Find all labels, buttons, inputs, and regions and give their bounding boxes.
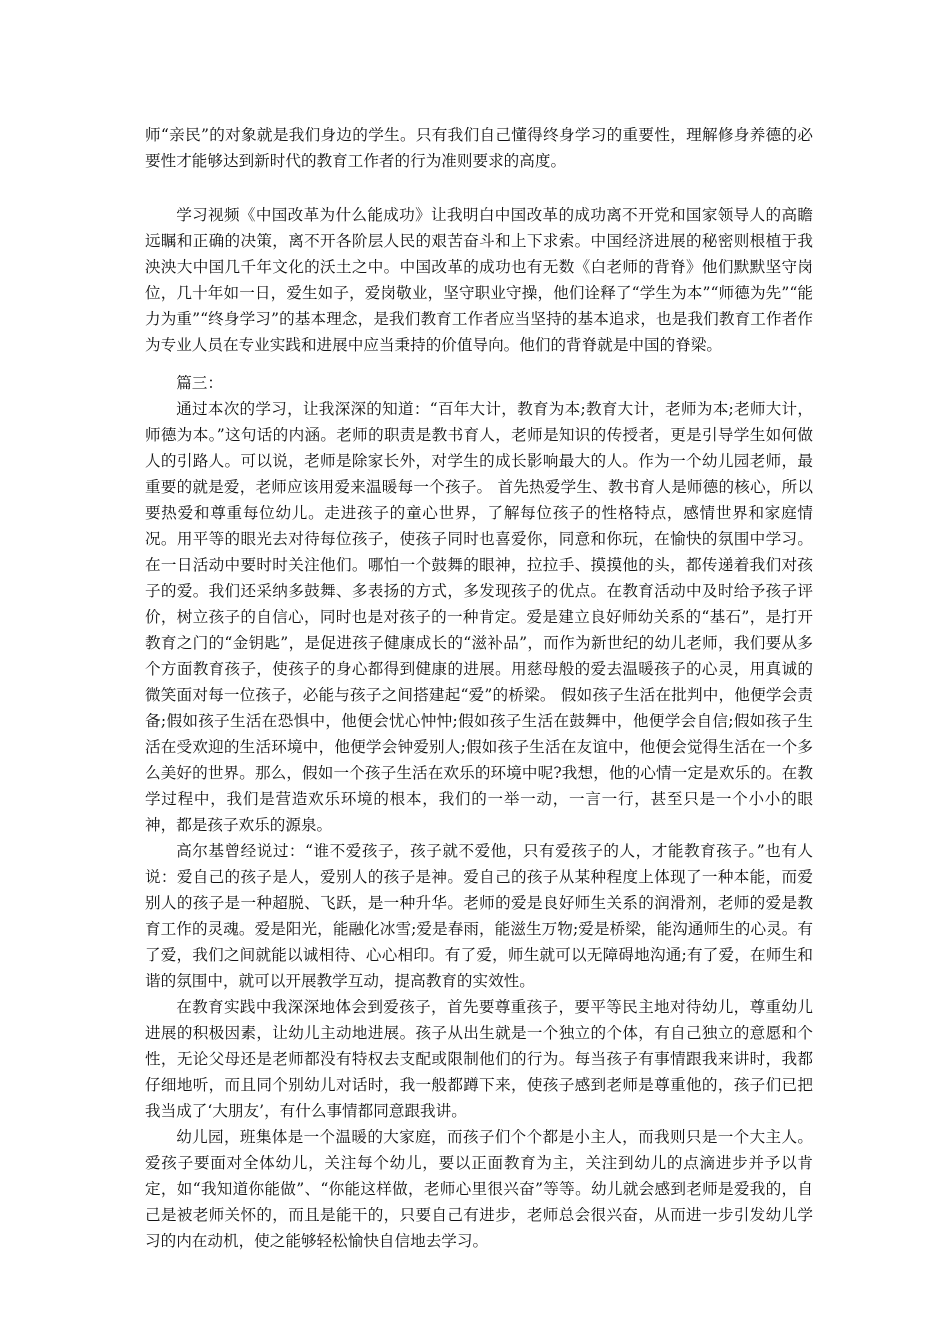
text-block-bottom xyxy=(145,370,813,1254)
section-heading: 篇三： xyxy=(176,374,223,392)
paragraph-continuation: 师“亲民”的对象就是我们身边的学生。只有我们自己懂得终身学习的重要性，理解修身养德的必要性才能够达到新时代的教育工作者的行为准则要求的高度。 xyxy=(145,126,813,170)
paragraph-respect-children: 在教育实践中我深深地体会到爱孩子，首先要尊重孩子，要平等民主地对待幼儿，尊重幼儿进展的积极因素，让幼儿主动地进展。孩子从出生就是一个独立的个体，有自己独立的意愿和个性，无论父母还是老师都没有特权去支配或限制他们的行为。每当孩子有事情跟我来讲时，我都仔细地听，而且同个别幼儿对话时，我一般都蹲下来，使孩子感到老师是尊重他的，孩子们已把我当成了‘大朋友’，有什么事情都同意跟我讲。 xyxy=(145,998,813,1120)
paragraph-reform-video: 学习视频《中国改革为什么能成功》让我明白中国改革的成功离不开党和国家领导人的高瞻远瞩和正确的决策，离不开各阶层人民的艰苦奋斗和上下求索。中国经济进展的秘密则根植于我泱泱大中国几千年文化的沃土之中。中国改革的成功也有无数《白老师的背脊》他们默默坚守岗位，几十年如一日，爱生如子，爱岗敬业，坚守职业守操，他们诠释了“学生为本”“师德为先”“能力为重”“终身学习”的基本理念，是我们教育工作者应当坚持的基本追求，也是我们教育工作者作为专业人员在专业实践和进展中应当秉持的价值导向。他们的背脊就是中国的脊梁。 xyxy=(145,206,813,354)
text-block-top xyxy=(145,122,813,174)
paragraph-gorky-quote: 高尔基曾经说过：“谁不爱孩子，孩子就不爱他，只有爱孩子的人，才能教育孩子。”也有人说：爱自己的孩子是人，爱别人的孩子是神。爱自己的孩子从某种程度上体现了一种本能，而爱别人的孩子是一种超脱、飞跃，是一种升华。老师的爱是良好师生关系的润滑剂，老师的爱是教育工作的灵魂。爱是阳光，能融化冰雪;爱是春雨，能滋生万物;爱是桥梁，能沟通师生的心灵。有了爱，我们之间就能以诚相待、心心相印。有了爱，师生就可以无障碍地沟通;有了爱，在师生和谐的氛围中，就可以开展教学互动，提高教育的实效性。 xyxy=(145,842,813,990)
text-block-middle xyxy=(145,202,813,358)
paragraph-study-reflection: 通过本次的学习，让我深深的知道：“百年大计，教育为本;教育大计，老师为本;老师大计，师德为本。”这句话的内涵。老师的职责是教书育人，老师是知识的传授者，更是引导学生如何做人的引路人。可以说，老师是除家长外，对学生的成长影响最大的人。作为一个幼儿园老师，最重要的就是爱，老师应该用爱来温暖每一个孩子。 首先热爱学生、教书育人是师德的核心，所以要热爱和尊重每位幼儿。走进孩子的童心世界，了解每位孩子的性格特点，感情世界和家庭情况。用平等的眼光去对待每位孩子，使孩子同时也喜爱你，同意和你玩，在愉快的氛围中学习。在一日活动中要时时关注他们。哪怕一个鼓舞的眼神，拉拉手、摸摸他的头，都传递着我们对孩子的爱。我们还采纳多鼓舞、多表扬的方式，多发现孩子的优点。在教育活动中及时给予孩子评价，树立孩子的自信心，同时也是对孩子的一种肯定。爱是建立良好师幼关系的“基石”，是打开教育之门的“金钥匙”，是促进孩子健康成长的“滋补品”，而作为新世纪的幼儿老师，我们要从多个方面教育孩子，使孩子的身心都得到健康的进展。用慈母般的爱去温暖孩子的心灵，用真诚的微笑面对每一位孩子，必能与孩子之间搭建起“爱”的桥梁。 假如孩子生活在批判中，他便学会责备;假如孩子生活在恐惧中，他便会忧心忡忡;假如孩子生活在鼓舞中，他便学会自信;假如孩子生活在受欢迎的生活环境中，他便学会钟爱别人;假如孩子生活在友谊中，他便会觉得生活在一个多么美好的世界。那么，假如一个孩子生活在欢乐的环境中呢?我想，他的心情一定是欢乐的。在教学过程中，我们是营造欢乐环境的根本，我们的一举一动，一言一行，甚至只是一个小小的眼神，都是孩子欢乐的源泉。 xyxy=(145,400,813,834)
paragraph-kindergarten-family: 幼儿园，班集体是一个温暖的大家庭，而孩子们个个都是小主人，而我则只是一个大主人。爱孩子要面对全体幼儿，关注每个幼儿，要以正面教育为主，关注到幼儿的点滴进步并予以肯定，如“我知道你能做”、“你能这样做，老师心里很兴奋”等等。幼儿就会感到老师是爱我的，自己是被老师关怀的，而且是能干的，只要自己有进步，老师总会很兴奋，从而进一步引发幼儿学习的内在动机，使之能够轻松愉快自信地去学习。 xyxy=(145,1128,813,1250)
